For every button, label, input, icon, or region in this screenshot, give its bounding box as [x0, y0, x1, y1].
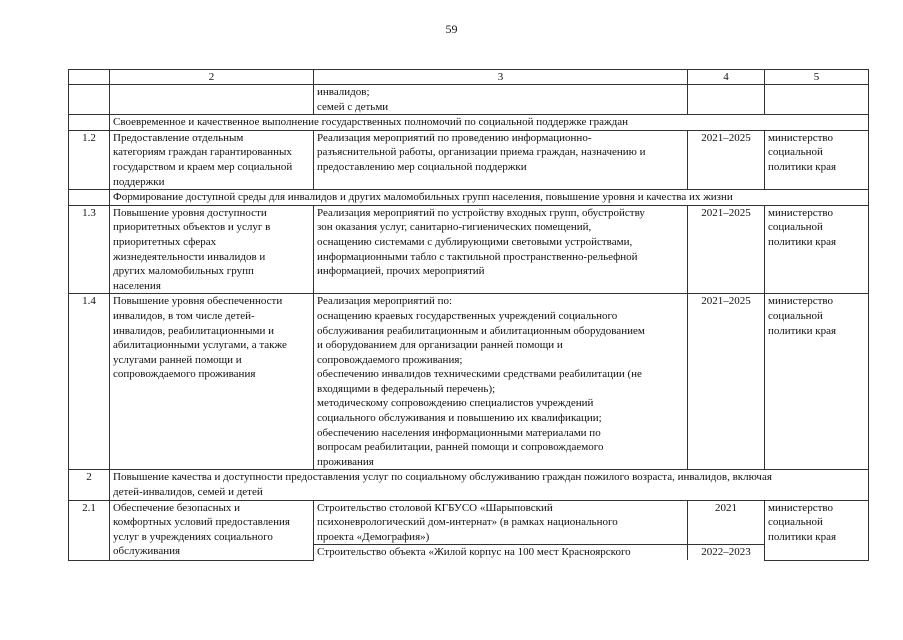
section-row — [69, 190, 869, 206]
text-line: и оборудованием для организации ранней помощи и — [317, 339, 563, 352]
text-line: министерство — [768, 295, 834, 308]
row-number: 1.2 — [69, 130, 110, 189]
text-line: политики края — [768, 235, 837, 248]
text-line: министерство — [768, 501, 834, 514]
header-col-1 — [69, 70, 110, 85]
text-line: психоневрологический дом-интернат» (в рамках национального — [317, 516, 618, 529]
cell — [688, 85, 765, 115]
text-line: сопровождаемого проживания — [113, 368, 256, 381]
page-number: 59 — [445, 22, 458, 36]
text-line: сопровождаемого проживания; — [317, 353, 463, 366]
text-line: Повышение качества и доступности предоставления услуг по социальному обслуживанию граждан пожилого возраста, инвалидов, включая — [113, 471, 772, 484]
table-row — [69, 294, 869, 470]
row-number: 2 — [69, 470, 110, 500]
text-line: оснащению системами с дублирующими световыми устройствами, — [317, 235, 633, 248]
measures-table — [68, 69, 869, 561]
years: 2021 — [688, 500, 765, 545]
text-line: обслуживания — [113, 545, 181, 558]
text-line: детей-инвалидов, семей и детей — [113, 486, 263, 499]
row-number: 1.3 — [69, 205, 110, 294]
text-line: инвалидов, в том числе детей- — [113, 309, 255, 322]
responsible — [765, 294, 869, 470]
years: 2021–2025 — [688, 294, 765, 470]
row-number: 1.4 — [69, 294, 110, 470]
text-line: Реализация мероприятий по устройству входных групп, обустройству — [317, 206, 645, 219]
row-number: 2.1 — [69, 500, 110, 560]
task-name — [110, 500, 314, 560]
text-line: социальной — [768, 309, 823, 322]
text-line: Реализация мероприятий по: — [317, 295, 453, 308]
text-line: социальной — [768, 221, 823, 234]
text-line: Строительство столовой КГБУСО «Шарыповский — [317, 501, 553, 514]
text-line: предоставлению мер социальной поддержки — [317, 160, 527, 173]
years: 2021–2025 — [688, 205, 765, 294]
text-line: вопросам реабилитации, ранней помощи и сопровождаемого — [317, 441, 604, 454]
text-line: методическому сопровождению специалистов учреждений — [317, 397, 594, 410]
section-title: Своевременное и качественное выполнение государственных полномочий по социальной поддержке граждан — [110, 115, 869, 131]
text-line: разъяснительной работы, организации приема граждан, назначению и — [317, 146, 646, 159]
text-line: инвалидов; — [317, 86, 370, 98]
header-col-5: 5 — [765, 70, 869, 85]
text-line: информацией, прочих мероприятий — [317, 265, 485, 278]
activity — [314, 545, 688, 560]
text-line: Строительство объекта «Жилой корпус на 100 мест Красноярского — [317, 546, 631, 559]
text-line: оснащению краевых государственных учреждений социального — [317, 309, 618, 322]
text-line: жизнедеятельности инвалидов и — [113, 250, 266, 263]
years: 2022–2023 — [688, 545, 765, 560]
responsible — [765, 205, 869, 294]
text-line: проживания — [317, 455, 374, 468]
responsible — [765, 500, 869, 560]
header-row — [69, 70, 869, 85]
task-name — [110, 130, 314, 189]
text-line: абилитационными услугами, а также — [113, 339, 287, 352]
text-line: обеспечению населения информационными материалами по — [317, 426, 601, 439]
text-line: услуг в учреждениях социального — [113, 530, 273, 543]
activity — [314, 205, 688, 294]
text-line: семей с детьми — [317, 100, 389, 113]
text-line: зон оказания услуг, санитарно-гигиенических помещений, — [317, 221, 592, 234]
cell — [69, 115, 110, 131]
section-title: Формирование доступной среды для инвалидов и других маломобильных групп населения, повышение уровня и качества их жизни — [110, 190, 869, 206]
task-name — [110, 205, 314, 294]
text-line: политики края — [768, 324, 837, 337]
activity — [314, 500, 688, 545]
text-line: приоритетных объектов и услуг в — [113, 221, 271, 234]
task-title — [110, 470, 869, 500]
text-line: Предоставление отдельным — [113, 131, 244, 144]
text-line: министерство — [768, 206, 834, 219]
years: 2021–2025 — [688, 130, 765, 189]
header-col-4: 4 — [688, 70, 765, 85]
text-line: категориям граждан гарантированных — [113, 146, 292, 159]
text-line: других маломобильных групп — [113, 265, 254, 278]
header-col-2: 2 — [110, 70, 314, 85]
text-line: Реализация мероприятий по проведению информационно- — [317, 131, 592, 144]
text-line: населения — [113, 279, 161, 292]
text-line: социального обслуживания и повышению их квалификации; — [317, 412, 602, 425]
cell — [110, 85, 314, 115]
activity — [314, 294, 688, 470]
text-line: входящими в федеральный перечень); — [317, 382, 496, 395]
continuation-text — [314, 85, 688, 115]
header-col-3: 3 — [314, 70, 688, 85]
task-name — [110, 294, 314, 470]
table-row — [69, 130, 869, 189]
text-line: государством и краем мер социальной — [113, 160, 293, 173]
text-line: обслуживания реабилитационным и абилитационным оборудованием — [317, 324, 645, 337]
text-line: политики края — [768, 530, 837, 543]
text-line: поддержки — [113, 175, 165, 188]
text-line: социальной — [768, 146, 823, 159]
text-line: министерство — [768, 131, 834, 144]
continuation-row — [69, 85, 869, 115]
table-row — [69, 205, 869, 294]
cell — [765, 85, 869, 115]
text-line: Повышение уровня обеспеченности — [113, 295, 283, 308]
text-line: информационными табло с тактильной пространственно-рельефной — [317, 250, 638, 263]
cell — [69, 190, 110, 206]
text-line: политики края — [768, 160, 837, 173]
section-row — [69, 115, 869, 131]
text-line: проекта «Демография») — [317, 530, 430, 543]
text-line: Повышение уровня доступности — [113, 206, 267, 219]
text-line: Обеспечение безопасных и — [113, 501, 241, 514]
text-line: приоритетных сферах — [113, 235, 217, 248]
text-line: социальной — [768, 516, 823, 529]
task-row — [69, 470, 869, 500]
text-line: услугами ранней помощи и — [113, 353, 242, 366]
activity — [314, 130, 688, 189]
text-line: инвалидов, реабилитационными и — [113, 324, 274, 337]
text-line: обеспечению инвалидов техническими средствами реабилитации (не — [317, 368, 642, 381]
cell — [69, 85, 110, 115]
text-line: комфортных условий предоставления — [113, 516, 290, 529]
table-row — [69, 500, 869, 545]
responsible — [765, 130, 869, 189]
